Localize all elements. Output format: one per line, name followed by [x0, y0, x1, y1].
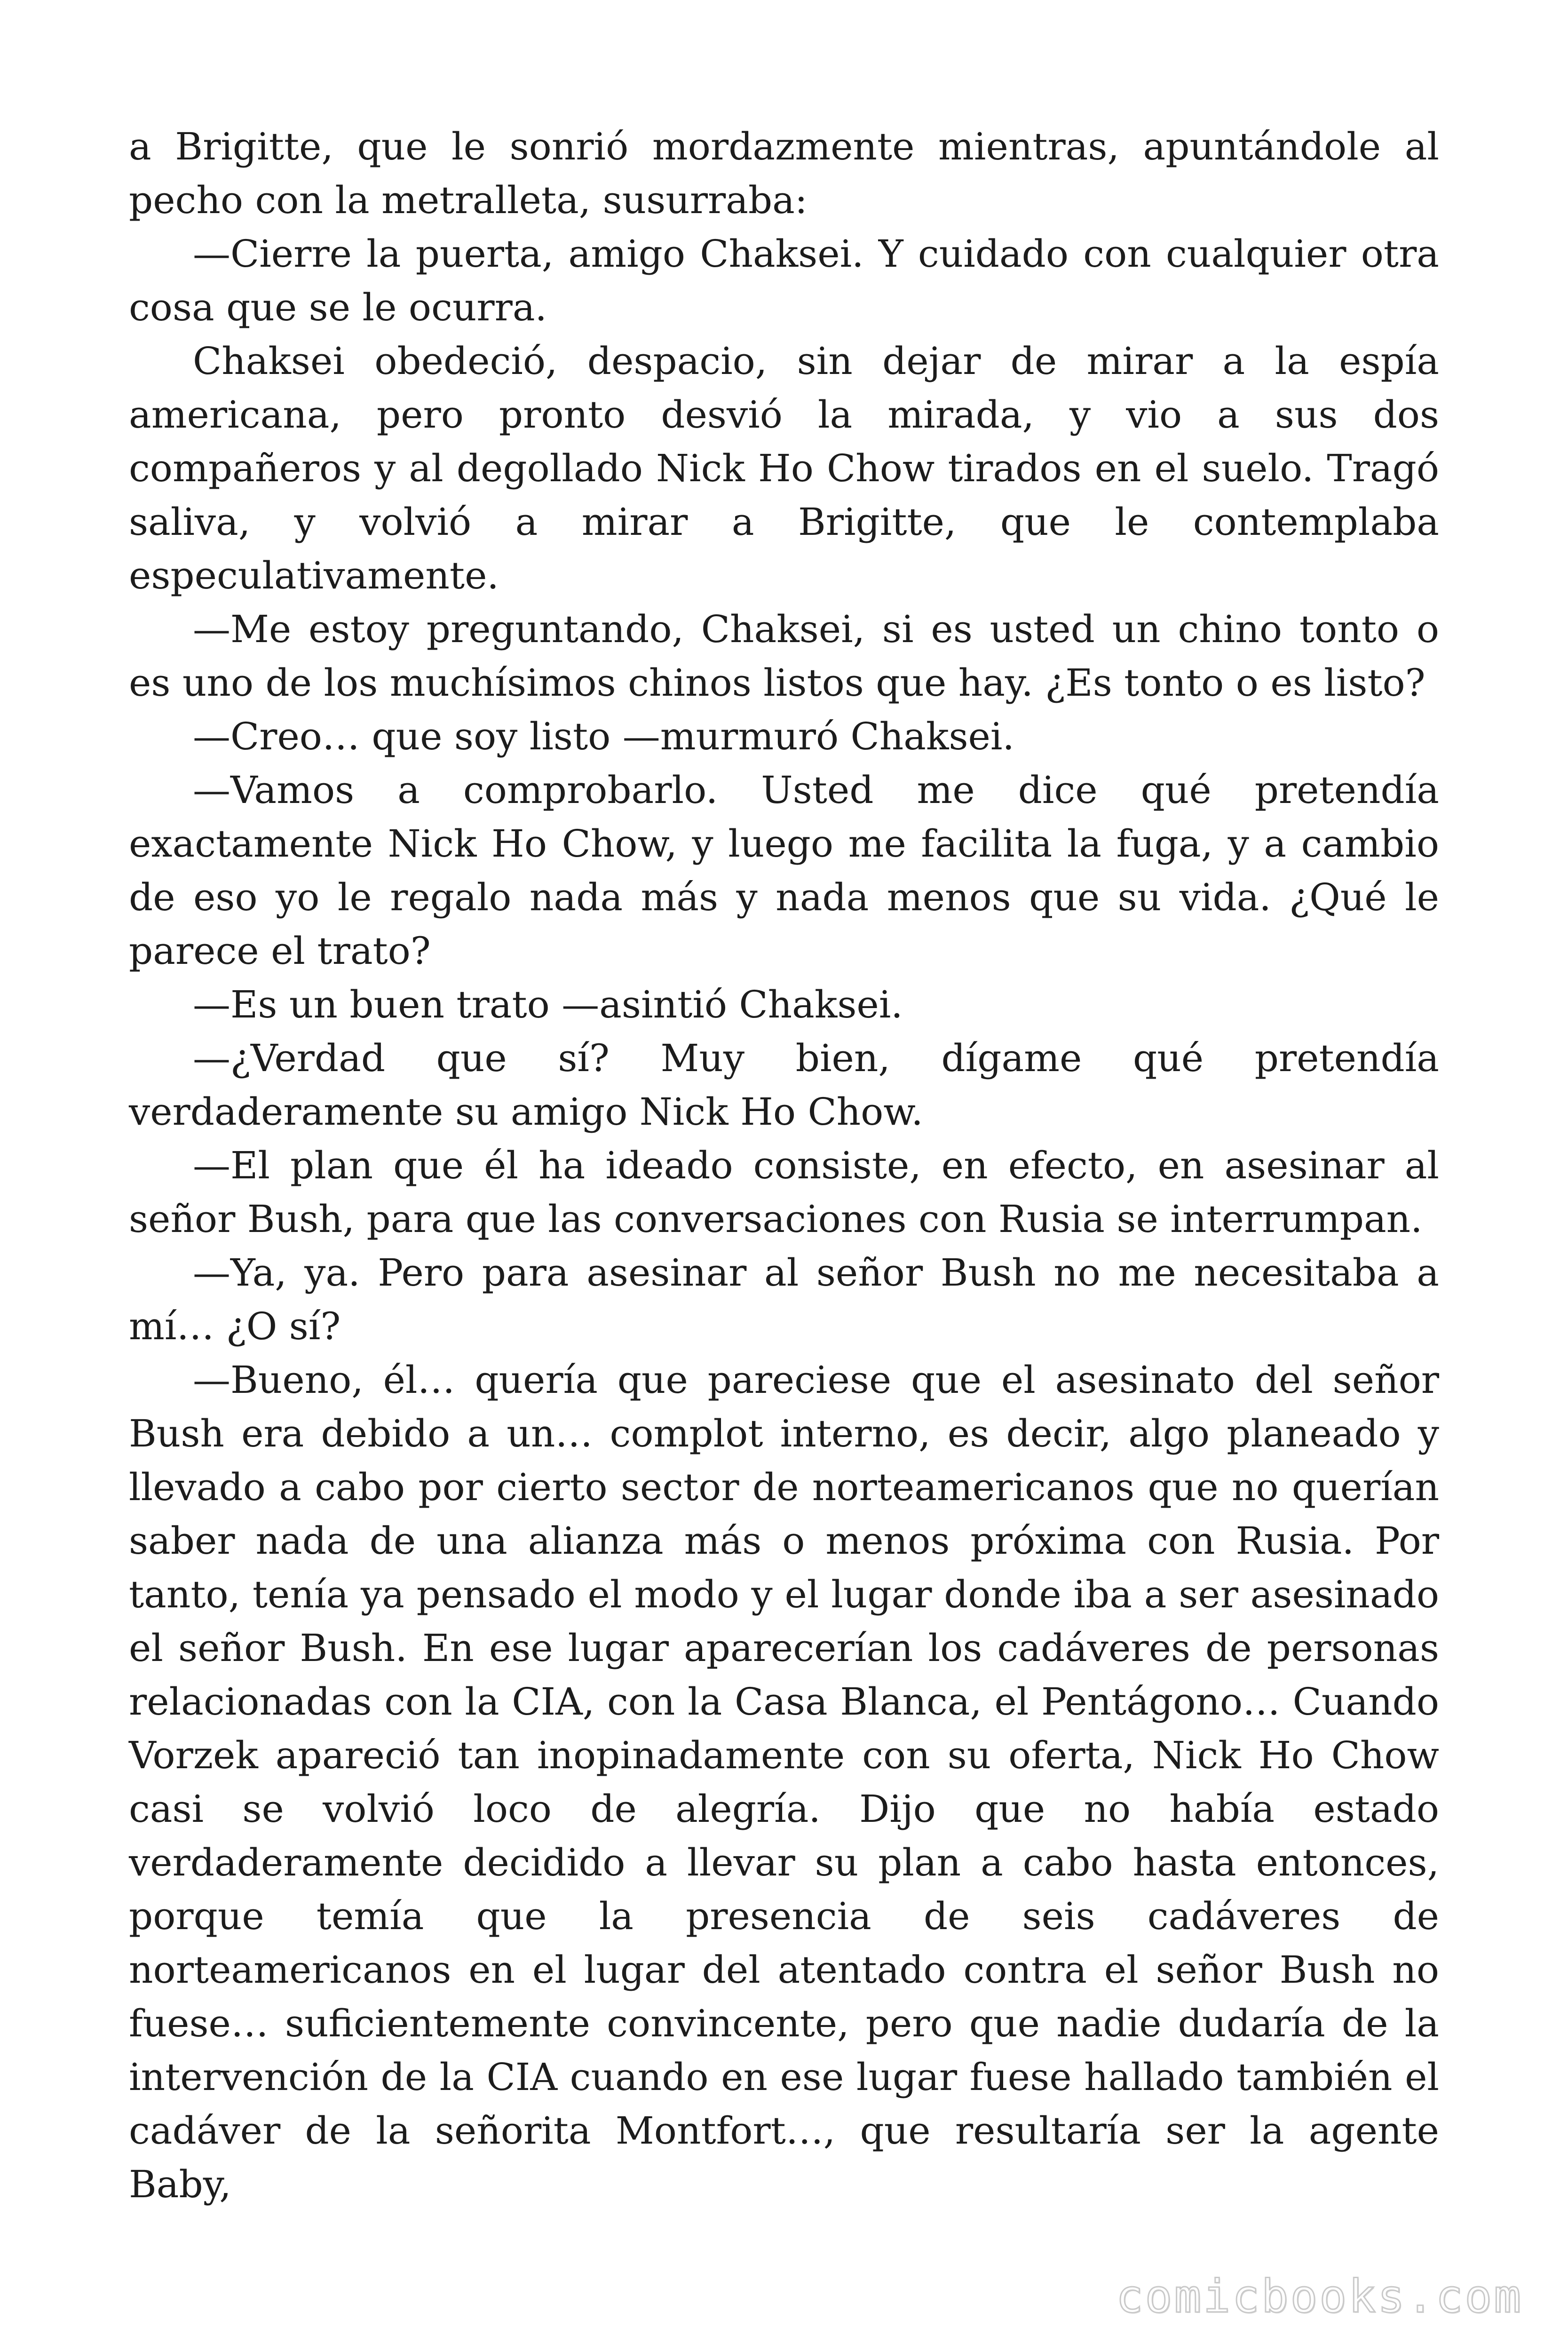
- paragraph: Chaksei obedeció, despacio, sin dejar de mirar a la espía americana, pero pronto desvió la mirada, y vio a sus dos compañeros y al degollado Nick Ho Chow tirados en el suelo. Tragó saliva, y volvió a mirar a Brigitte, que le contemplaba especulativamente.: [129, 339, 1439, 597]
- paragraph: —El plan que él ha ideado consiste, en efecto, en asesinar al señor Bush, para que las conversaciones con Rusia se interrumpan.: [129, 1144, 1439, 1241]
- paragraph: —Bueno, él… quería que pareciese que el asesinato del señor Bush era debido a un… complot interno, es decir, algo planeado y llevado a cabo por cierto sector de norteamericanos que no querían saber nada de una alianza más o menos próxima con Rusia. Por tanto, tenía ya pensado el modo y el lugar donde iba a ser asesinado el señor Bush. En ese lugar aparecerían los cadáveres de personas relacionadas con la CIA, con la Casa Blanca, el Pentágono… Cuando Vorzek apareció tan inopinadamente con su oferta, Nick Ho Chow casi se volvió loco de alegría. Dijo que no había estado verdaderamente decidido a llevar su plan a cabo hasta entonces, porque temía que la presencia de seis cadáveres de norteamericanos en el lugar del atentado contra el señor Bush no fuese… suficientemente convincente, pero que nadie dudaría de la intervención de la CIA cuando en ese lugar fuese hallado también el cadáver de la señorita Montfort…, que resultaría ser la agente Baby,: [129, 1358, 1439, 2206]
- paragraph: a Brigitte, que le sonrió mordazmente mientras, apuntándole al pecho con la metralleta, susurraba:: [129, 125, 1439, 222]
- paragraph: —Cierre la puerta, amigo Chaksei. Y cuidado con cualquier otra cosa que se le ocurra.: [129, 232, 1439, 329]
- paragraph: —Ya, ya. Pero para asesinar al señor Bush no me necesitaba a mí… ¿O sí?: [129, 1251, 1439, 1348]
- paragraph: —Es un buen trato —asintió Chaksei.: [193, 983, 903, 1026]
- paragraph: —Creo… que soy listo —murmuró Chaksei.: [193, 715, 1014, 758]
- page-body-text: [129, 120, 1439, 2211]
- paragraph: —¿Verdad que sí? Muy bien, dígame qué pretendía verdaderamente su amigo Nick Ho Chow.: [129, 1036, 1439, 1134]
- paragraph: —Me estoy preguntando, Chaksei, si es usted un chino tonto o es uno de los muchísimos chinos listos que hay. ¿Es tonto o es listo?: [129, 607, 1439, 705]
- paragraph: —Vamos a comprobarlo. Usted me dice qué pretendía exactamente Nick Ho Chow, y luego me facilita la fuga, y a cambio de eso yo le regalo nada más y nada menos que su vida. ¿Qué le parece el trato?: [129, 768, 1439, 973]
- site-watermark: comicbooks.com: [1116, 2270, 1523, 2323]
